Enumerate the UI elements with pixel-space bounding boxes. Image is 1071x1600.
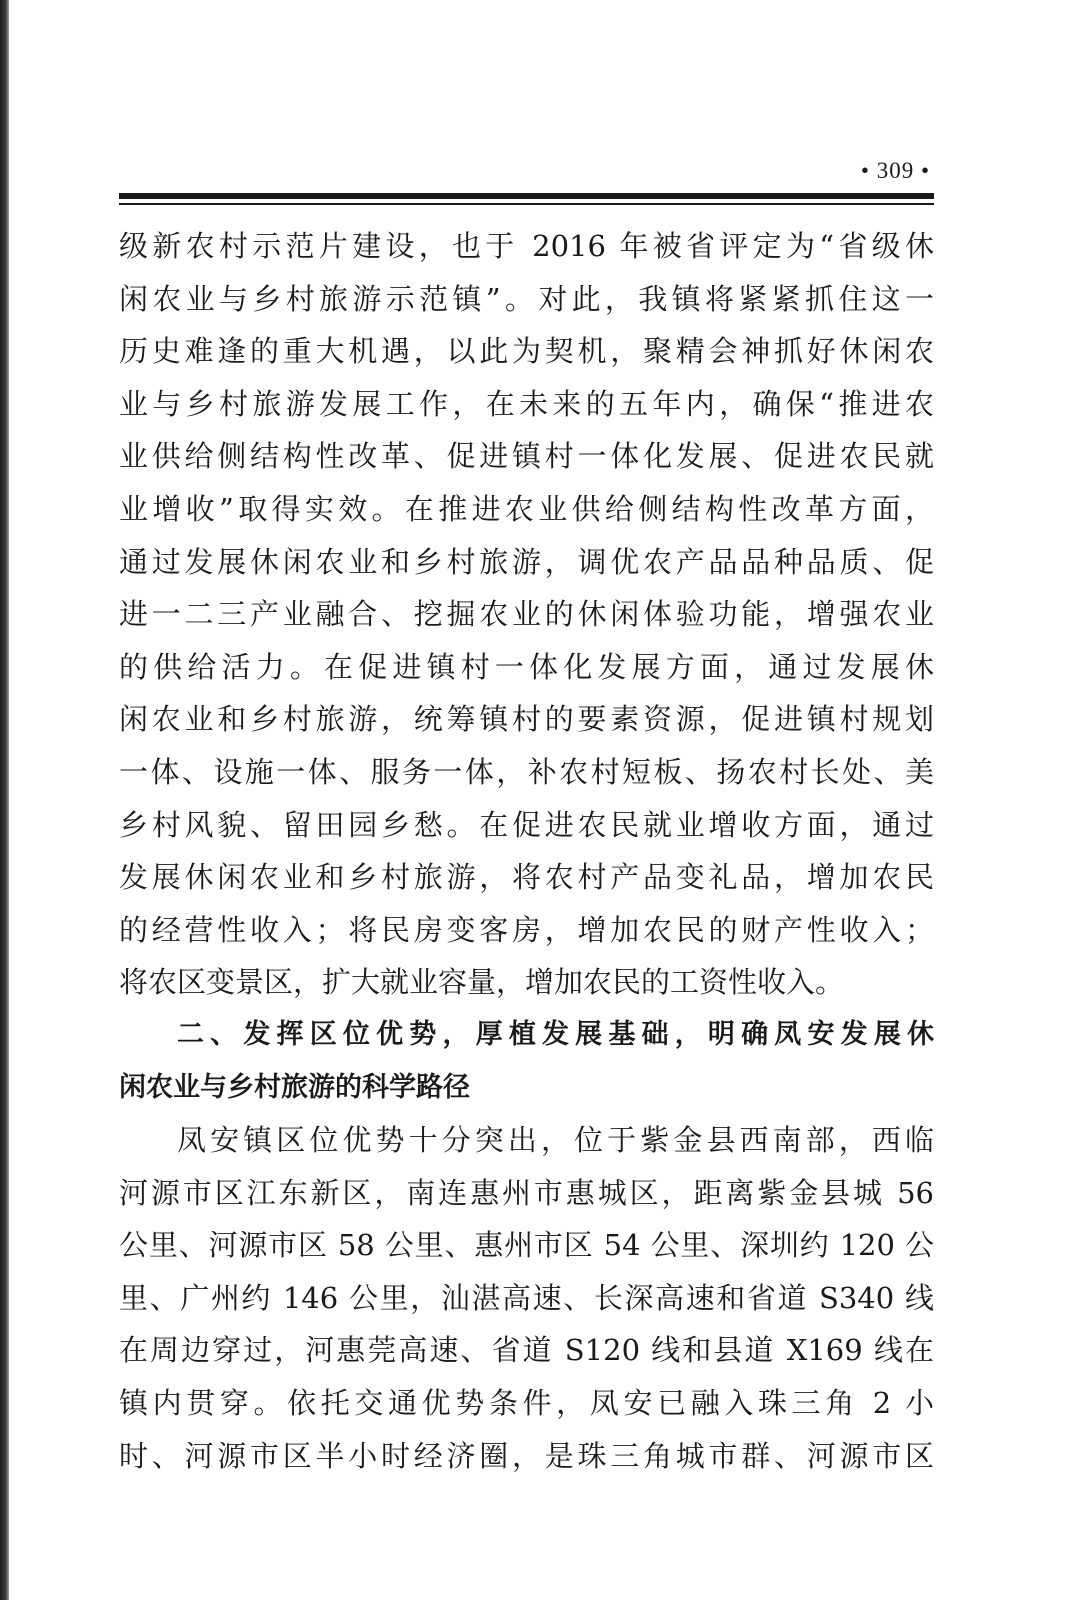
text-line: 公里、河源市区 58 公里、惠州市区 54 公里、深圳约 120 公 bbox=[119, 1228, 934, 1263]
text-line: 镇内贯穿。依托交通优势条件，凤安已融入珠三角 2 小 bbox=[119, 1386, 934, 1421]
text-line: 进一二三产业融合、挖掘农业的休闲体验功能，增强农业 bbox=[119, 597, 934, 632]
text-line: 一体、设施一体、服务一体，补农村短板、扬农村长处、美 bbox=[119, 754, 934, 789]
header-rule-thick bbox=[119, 193, 934, 199]
page-number: • 309 • bbox=[860, 158, 930, 183]
scan-edge bbox=[0, 0, 9, 1600]
paragraph-1 bbox=[119, 220, 934, 1009]
section-heading bbox=[119, 1009, 934, 1114]
text-line: 的供给活力。在促进镇村一体化发展方面，通过发展休 bbox=[119, 649, 934, 684]
text-line: 闲农业与乡村旅游示范镇”。对此，我镇将紧紧抓住这一 bbox=[119, 281, 934, 316]
text-line: 通过发展休闲农业和乡村旅游，调优农产品品种品质、促 bbox=[119, 544, 934, 579]
text-line: 业与乡村旅游发展工作，在未来的五年内，确保“推进农 bbox=[119, 386, 934, 421]
text-line: 业供给侧结构性改革、促进镇村一体化发展、促进农民就 bbox=[119, 439, 934, 474]
paragraph-2 bbox=[119, 1114, 934, 1482]
text-line: 乡村风貌、留田园乡愁。在促进农民就业增收方面，通过 bbox=[119, 807, 934, 842]
text-line: 闲农业和乡村旅游，统筹镇村的要素资源，促进镇村规划 bbox=[119, 702, 934, 737]
text-line: 级新农村示范片建设，也于 2016 年被省评定为“省级休 bbox=[119, 229, 934, 263]
text-line: 河源市区江东新区，南连惠州市惠城区，距离紫金县城 56 bbox=[119, 1175, 934, 1210]
body-text bbox=[119, 220, 934, 1482]
text-line: 历史难逢的重大机遇，以此为契机，聚精会神抓好休闲农 bbox=[119, 334, 934, 369]
text-line: 将农区变景区，扩大就业容量，增加农民的工资性收入。 bbox=[119, 965, 845, 1000]
heading-line: 闲农业与乡村旅游的科学路径 bbox=[119, 1071, 470, 1103]
text-line: 发展休闲农业和乡村旅游，将农村产品变礼品，增加农民 bbox=[119, 860, 934, 895]
text-line: 里、广州约 146 公里，汕湛高速、长深高速和省道 S340 线 bbox=[119, 1280, 934, 1315]
text-line: 的经营性收入；将民房变客房，增加农民的财产性收入； bbox=[119, 912, 934, 947]
text-line: 在周边穿过，河惠莞高速、省道 S120 线和县道 X169 线在 bbox=[119, 1333, 934, 1368]
header-rule-thin bbox=[119, 203, 934, 205]
text-line: 业增收”取得实效。在推进农业供给侧结构性改革方面， bbox=[119, 491, 934, 526]
text-line: 凤安镇区位优势十分突出，位于紫金县西南部，西临 bbox=[177, 1123, 934, 1158]
heading-line: 二、发挥区位优势，厚植发展基础，明确凤安发展休 bbox=[177, 1018, 934, 1050]
text-line: 时、河源市区半小时经济圈，是珠三角城市群、河源市区 bbox=[119, 1438, 934, 1473]
